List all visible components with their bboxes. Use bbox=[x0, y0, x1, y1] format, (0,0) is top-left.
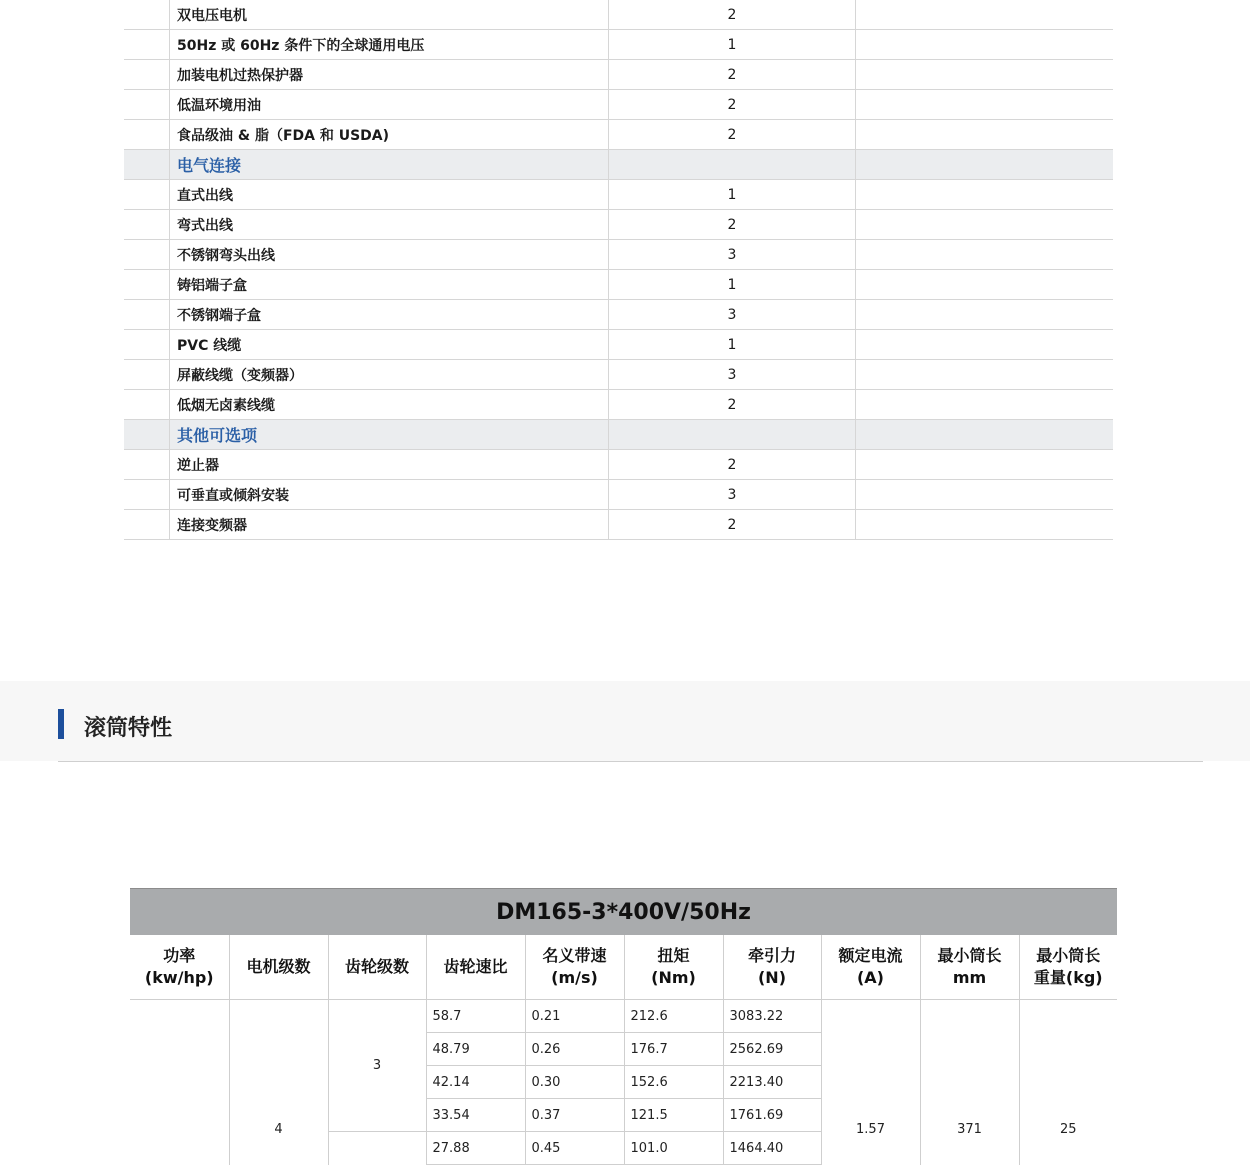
spec-table-title: DM165-3*400V/50Hz bbox=[130, 889, 1117, 936]
row-indent-cell bbox=[124, 180, 170, 210]
option-empty-cell bbox=[856, 60, 1114, 90]
spec-header-label: 齿轮速比 bbox=[443, 957, 508, 976]
option-label: 逆止器 bbox=[170, 450, 609, 480]
section-accent-bar bbox=[58, 709, 64, 739]
option-row bbox=[124, 450, 1113, 480]
speed-cell: 0.37 bbox=[525, 1099, 624, 1132]
option-label: 弯式出线 bbox=[170, 210, 609, 240]
spec-row bbox=[130, 1000, 1117, 1033]
option-value: 3 bbox=[609, 300, 856, 330]
section-header bbox=[0, 681, 1250, 761]
drum-spec-table bbox=[130, 888, 1117, 1165]
spec-header-label: 名义带速 bbox=[542, 946, 607, 965]
option-empty-cell bbox=[856, 30, 1114, 60]
options-table bbox=[124, 0, 1113, 540]
option-value: 3 bbox=[609, 360, 856, 390]
row-indent-cell bbox=[124, 420, 170, 450]
speed-cell: 0.30 bbox=[525, 1066, 624, 1099]
ratio-cell: 48.79 bbox=[426, 1033, 525, 1066]
option-value: 1 bbox=[609, 270, 856, 300]
option-label: 食品级油 & 脂（FDA 和 USDA) bbox=[170, 120, 609, 150]
spec-header-cell bbox=[130, 935, 229, 1000]
option-row bbox=[124, 90, 1113, 120]
spec-header-cell bbox=[920, 935, 1019, 1000]
speed-cell: 0.45 bbox=[525, 1132, 624, 1165]
option-value bbox=[609, 420, 856, 450]
option-row bbox=[124, 30, 1113, 60]
option-label: 直式出线 bbox=[170, 180, 609, 210]
row-indent-cell bbox=[124, 300, 170, 330]
force-cell: 1464.40 bbox=[723, 1132, 821, 1165]
weight-cell: 25 bbox=[1059, 1122, 1077, 1138]
option-value: 2 bbox=[609, 510, 856, 540]
spec-header-cell bbox=[624, 935, 723, 1000]
row-indent-cell bbox=[124, 150, 170, 180]
option-row bbox=[124, 0, 1113, 30]
option-row bbox=[124, 300, 1113, 330]
spec-header-unit: (kw/hp) bbox=[144, 968, 214, 987]
force-cell: 2562.69 bbox=[723, 1033, 821, 1066]
option-value: 3 bbox=[609, 240, 856, 270]
option-value: 2 bbox=[609, 90, 856, 120]
row-indent-cell bbox=[124, 60, 170, 90]
section-divider bbox=[58, 761, 1203, 762]
option-row bbox=[124, 180, 1113, 210]
option-value: 2 bbox=[609, 450, 856, 480]
option-row bbox=[124, 360, 1113, 390]
option-empty-cell bbox=[856, 240, 1114, 270]
spec-header-unit: 重量(kg) bbox=[1033, 968, 1103, 987]
row-indent-cell bbox=[124, 360, 170, 390]
row-indent-cell bbox=[124, 210, 170, 240]
spec-header-cell bbox=[821, 935, 920, 1000]
category-row bbox=[124, 420, 1113, 450]
spec-header-unit: mm bbox=[952, 968, 987, 987]
option-label: 其他可选项 bbox=[170, 420, 609, 450]
row-indent-cell bbox=[124, 120, 170, 150]
row-indent-cell bbox=[124, 270, 170, 300]
option-empty-cell bbox=[856, 390, 1114, 420]
option-label: 低烟无卤素线缆 bbox=[170, 390, 609, 420]
torque-cell: 152.6 bbox=[624, 1066, 723, 1099]
option-row bbox=[124, 270, 1113, 300]
option-value: 1 bbox=[609, 180, 856, 210]
force-cell: 3083.22 bbox=[723, 1000, 821, 1033]
option-empty-cell bbox=[856, 150, 1114, 180]
gear-stages-cell: 3 bbox=[328, 1000, 426, 1132]
option-value: 2 bbox=[609, 0, 856, 30]
spec-header-label: 功率 bbox=[163, 946, 196, 965]
option-label: 加装电机过热保护器 bbox=[170, 60, 609, 90]
ratio-cell: 33.54 bbox=[426, 1099, 525, 1132]
row-indent-cell bbox=[124, 390, 170, 420]
power-cell bbox=[130, 1000, 229, 1165]
option-label: PVC 线缆 bbox=[170, 330, 609, 360]
option-value bbox=[609, 150, 856, 180]
spec-header-label: 牵引力 bbox=[747, 946, 796, 965]
torque-cell: 176.7 bbox=[624, 1033, 723, 1066]
row-indent-cell bbox=[124, 450, 170, 480]
spec-header-label: 扭矩 bbox=[657, 946, 690, 965]
option-value: 3 bbox=[609, 480, 856, 510]
force-cell: 2213.40 bbox=[723, 1066, 821, 1099]
option-value: 2 bbox=[609, 120, 856, 150]
option-empty-cell bbox=[856, 180, 1114, 210]
option-empty-cell bbox=[856, 450, 1114, 480]
rated-current-cell: 1.57 bbox=[821, 1000, 920, 1165]
torque-cell: 121.5 bbox=[624, 1099, 723, 1132]
option-label: 铸铝端子盒 bbox=[170, 270, 609, 300]
option-empty-cell bbox=[856, 360, 1114, 390]
spec-header-label: 最小筒长 bbox=[937, 946, 1002, 965]
option-empty-cell bbox=[856, 510, 1114, 540]
option-row bbox=[124, 510, 1113, 540]
option-row bbox=[124, 210, 1113, 240]
option-empty-cell bbox=[856, 0, 1114, 30]
option-row bbox=[124, 120, 1113, 150]
row-indent-cell bbox=[124, 90, 170, 120]
option-empty-cell bbox=[856, 120, 1114, 150]
option-label: 连接变频器 bbox=[170, 510, 609, 540]
row-indent-cell bbox=[124, 0, 170, 30]
option-label: 电气连接 bbox=[170, 150, 609, 180]
option-label: 低温环境用油 bbox=[170, 90, 609, 120]
section-title: 滚筒特性 bbox=[84, 716, 173, 741]
option-label: 双电压电机 bbox=[170, 0, 609, 30]
spec-header-unit: (A) bbox=[856, 968, 884, 987]
option-value: 2 bbox=[609, 210, 856, 240]
option-label: 不锈钢弯头出线 bbox=[170, 240, 609, 270]
option-row bbox=[124, 480, 1113, 510]
category-row bbox=[124, 150, 1113, 180]
spec-header-unit: (N) bbox=[757, 968, 786, 987]
force-cell: 1761.69 bbox=[723, 1099, 821, 1132]
torque-cell: 101.0 bbox=[624, 1132, 723, 1165]
ratio-cell: 58.7 bbox=[426, 1000, 525, 1033]
row-indent-cell bbox=[124, 510, 170, 540]
option-empty-cell bbox=[856, 420, 1114, 450]
row-indent-cell bbox=[124, 480, 170, 510]
spec-header-unit: (Nm) bbox=[651, 968, 696, 987]
option-value: 1 bbox=[609, 30, 856, 60]
option-empty-cell bbox=[856, 90, 1114, 120]
spec-header-cell bbox=[426, 935, 525, 1000]
option-row bbox=[124, 330, 1113, 360]
option-row bbox=[124, 240, 1113, 270]
ratio-cell: 42.14 bbox=[426, 1066, 525, 1099]
option-empty-cell bbox=[856, 300, 1114, 330]
spec-header-cell bbox=[1019, 935, 1117, 1000]
option-label: 不锈钢端子盒 bbox=[170, 300, 609, 330]
speed-cell: 0.21 bbox=[525, 1000, 624, 1033]
spec-header-label: 额定电流 bbox=[838, 946, 903, 965]
option-label: 50Hz 或 60Hz 条件下的全球通用电压 bbox=[170, 30, 609, 60]
spec-header-cell bbox=[328, 935, 426, 1000]
option-empty-cell bbox=[856, 270, 1114, 300]
motor-poles-cell: 4 bbox=[229, 1000, 328, 1165]
option-empty-cell bbox=[856, 330, 1114, 360]
option-empty-cell bbox=[856, 480, 1114, 510]
row-indent-cell bbox=[124, 330, 170, 360]
option-label: 屏蔽线缆（变频器） bbox=[170, 360, 609, 390]
option-label: 可垂直或倾斜安装 bbox=[170, 480, 609, 510]
spec-header-label: 电机级数 bbox=[246, 957, 311, 976]
spec-header-cell bbox=[229, 935, 328, 1000]
spec-header-label: 齿轮级数 bbox=[344, 957, 409, 976]
speed-cell: 0.26 bbox=[525, 1033, 624, 1066]
spec-header-cell bbox=[723, 935, 821, 1000]
torque-cell: 212.6 bbox=[624, 1000, 723, 1033]
min-length-cell: 371 bbox=[920, 1000, 1019, 1165]
spec-header-label: 最小筒长 bbox=[1036, 946, 1101, 965]
option-value: 2 bbox=[609, 60, 856, 90]
gear-stages-cell bbox=[328, 1132, 426, 1165]
spec-header-cell bbox=[525, 935, 624, 1000]
row-indent-cell bbox=[124, 240, 170, 270]
row-indent-cell bbox=[124, 30, 170, 60]
option-empty-cell bbox=[856, 210, 1114, 240]
option-value: 2 bbox=[609, 390, 856, 420]
spec-header-unit: (m/s) bbox=[551, 968, 598, 987]
option-value: 1 bbox=[609, 330, 856, 360]
option-row bbox=[124, 60, 1113, 90]
ratio-cell: 27.88 bbox=[426, 1132, 525, 1165]
option-row bbox=[124, 390, 1113, 420]
